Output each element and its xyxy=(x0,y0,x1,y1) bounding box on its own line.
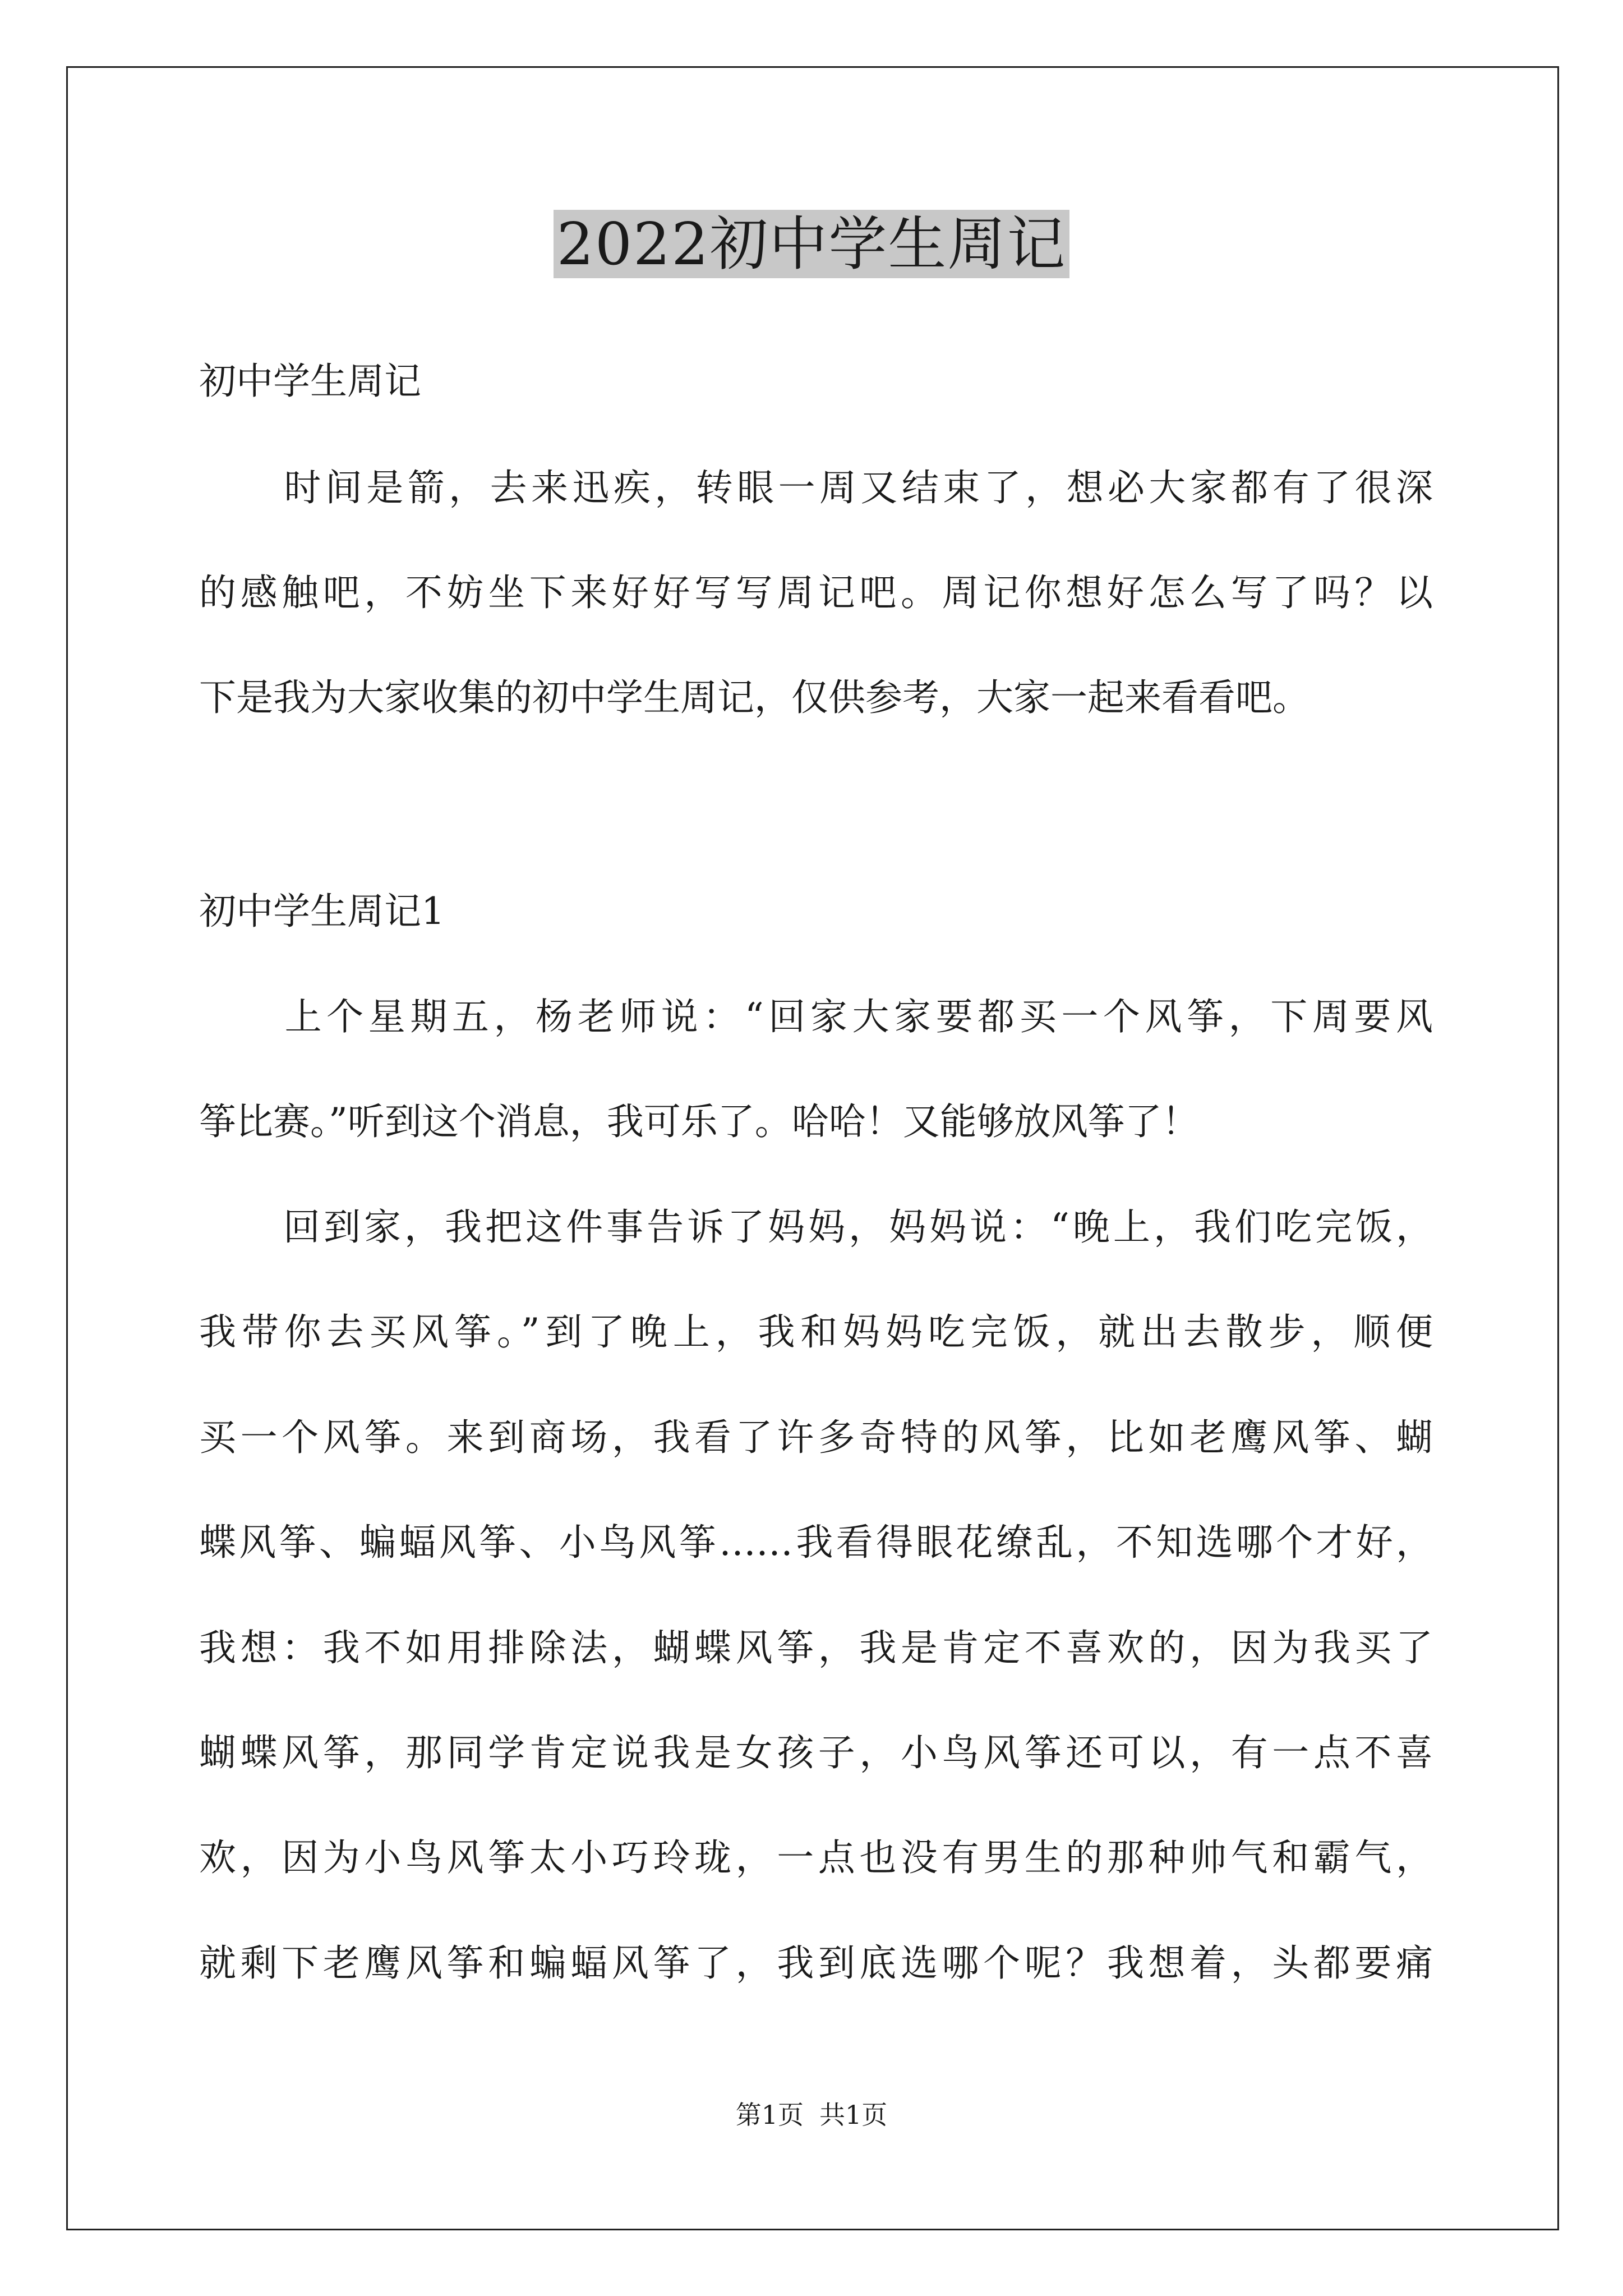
paragraph-line: 蝴蝶风筝，那同学肯定说我是女孩子，小鸟风筝还可以，有一点不喜 xyxy=(199,1731,1433,1774)
paragraph-line: 回到家，我把这件事告诉了妈妈，妈妈说：“晚上，我们吃完饭， xyxy=(280,1205,1433,1249)
paragraph-line: 蝶风筝、蝙蝠风筝、小鸟风筝……我看得眼花缭乱，不知选哪个才好， xyxy=(199,1521,1433,1564)
subtitle: 初中学生周记 xyxy=(199,360,421,403)
paragraph-line: 我想：我不如用排除法，蝴蝶风筝，我是肯定不喜欢的，因为我买了 xyxy=(199,1626,1433,1669)
page-total: 共1页 xyxy=(819,2100,888,2130)
paragraph-line: 我带你去买风筝。”到了晚上，我和妈妈吃完饭，就出去散步，顺便 xyxy=(199,1310,1433,1354)
section-heading: 初中学生周记1 xyxy=(199,890,445,933)
document-title-text: 2022初中学生周记 xyxy=(554,210,1070,278)
paragraph-line: 筝比赛。”听到这个消息，我可乐了。哈哈！又能够放风筝了！ xyxy=(199,1100,1199,1143)
document-title xyxy=(0,205,1623,283)
intro-line: 下是我为大家收集的初中学生周记，仅供参考，大家一起来看看吧。 xyxy=(199,676,1310,719)
paragraph-line: 上个星期五，杨老师说：“回家大家要都买一个风筝，下周要风 xyxy=(280,995,1433,1038)
paragraph-line: 欢，因为小鸟风筝太小巧玲珑，一点也没有男生的那种帅气和霸气， xyxy=(199,1836,1433,1879)
paragraph-line: 买一个风筝。来到商场，我看了许多奇特的风筝，比如老鹰风筝、蝴 xyxy=(199,1416,1433,1459)
intro-line: 的感触吧，不妨坐下来好好写写周记吧。周记你想好怎么写了吗？以 xyxy=(199,571,1433,614)
page-number: 第1页 xyxy=(735,2100,804,2130)
page-footer xyxy=(0,2098,1623,2132)
intro-line: 时间是箭，去来迅疾，转眼一周又结束了，想必大家都有了很深 xyxy=(280,466,1433,509)
paragraph-line: 就剩下老鹰风筝和蝙蝠风筝了，我到底选哪个呢？我想着，头都要痛 xyxy=(199,1941,1433,1985)
